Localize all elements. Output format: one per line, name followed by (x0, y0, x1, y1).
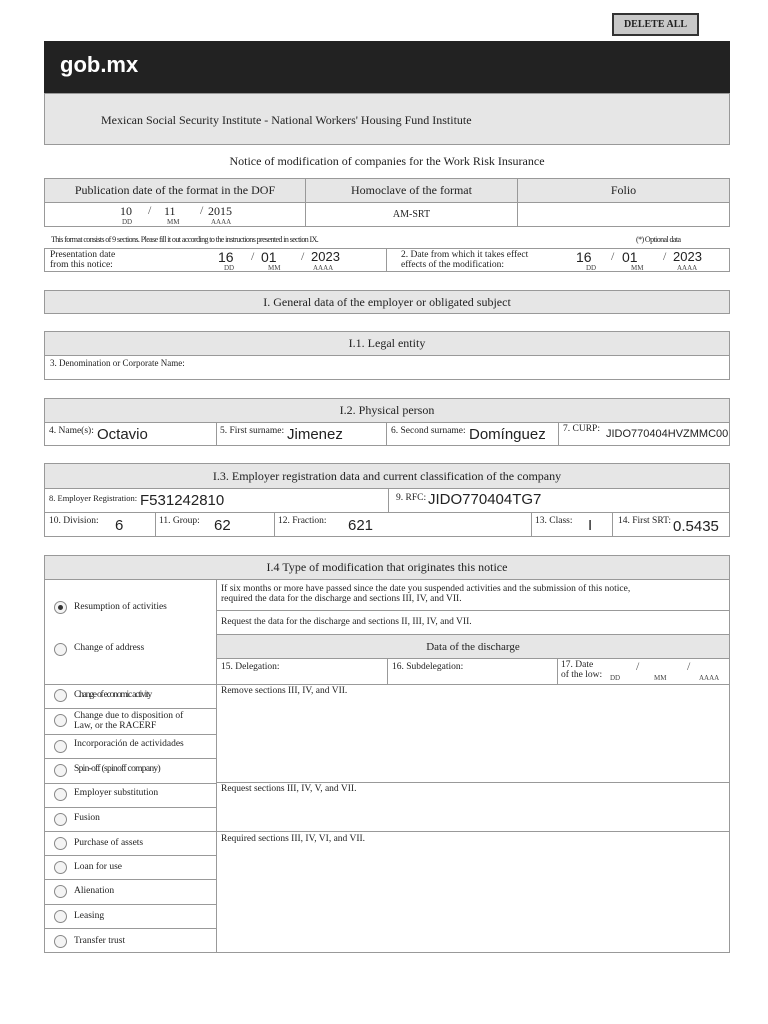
employer-registration-field[interactable] (45, 489, 388, 512)
effect-date-label: 2. Date from which it takes effect effects of the modification: (401, 250, 529, 270)
mm-caption: MM (167, 218, 180, 226)
fraction-field[interactable] (275, 513, 531, 536)
resumption-radio[interactable] (54, 601, 67, 614)
purchase-assets-radio[interactable] (54, 837, 67, 850)
rfc-value: JIDO770404TG7 (428, 491, 542, 508)
rfc-label: 9. RFC: (396, 493, 427, 503)
employer-substitution-label: Employer substitution (74, 788, 159, 798)
resumption-label: Resumption of activities (74, 602, 167, 612)
curp-value: JIDO770404HVZMMC00 (606, 428, 729, 440)
instructions-note: This format consists of 9 sections. Please fill it out according to the instructions presented in section IX. (51, 235, 319, 244)
name-field[interactable] (45, 423, 216, 445)
first-surname-label: 5. First surname: (220, 426, 285, 436)
spin-off-radio[interactable] (54, 764, 67, 777)
discharge-title: Data of the discharge (217, 635, 729, 658)
folio-input[interactable] (518, 203, 729, 226)
division-field[interactable] (45, 513, 155, 536)
date-low-label: 17. Date of the low: (561, 660, 603, 680)
second-surname-field[interactable] (387, 423, 558, 445)
format-table: Publication date of the format in the DOF Homoclave of the format Folio 10 DD / 11 MM / 2015 AAAA AM-SRT (44, 178, 730, 227)
group-value: 62 (214, 517, 231, 534)
delete-all-button[interactable]: DELETE ALL (612, 13, 699, 36)
physical-person-title: I.2. Physical person (45, 399, 729, 423)
gob-mx-logo[interactable]: gob.mx (60, 52, 139, 77)
section-general-data-title: I. General data of the employer or obligated subject (44, 290, 730, 314)
second-surname-label: 6. Second surname: (391, 426, 466, 436)
change-address-radio[interactable] (54, 643, 67, 656)
remove-sections-note: Remove sections III, IV, and VII. (221, 686, 348, 696)
optional-note: (*) Optional data (636, 235, 681, 244)
presentation-day[interactable]: 16 (218, 249, 234, 265)
effect-month[interactable]: 01 (622, 249, 638, 265)
first-srt-field[interactable] (613, 513, 729, 536)
second-surname-value: Domínguez (469, 426, 546, 443)
first-surname-value: Jimenez (287, 426, 343, 443)
effect-year[interactable]: 2023 (673, 249, 702, 264)
presentation-date-label: Presentation date from this notice: (50, 250, 116, 270)
first-srt-value: 0.5435 (673, 518, 719, 535)
transfer-trust-label: Transfer trust (74, 936, 126, 946)
incorporation-radio[interactable] (54, 740, 67, 753)
employer-registration-section (44, 463, 730, 537)
leasing-radio[interactable] (54, 910, 67, 923)
name-value: Octavio (97, 426, 148, 443)
modification-section (44, 555, 730, 953)
loan-for-use-label: Loan for use (74, 862, 123, 872)
loan-for-use-radio[interactable] (54, 861, 67, 874)
transfer-trust-radio[interactable] (54, 935, 67, 948)
employer-substitution-radio[interactable] (54, 788, 67, 801)
subdelegation-field[interactable] (388, 659, 557, 684)
resumption-note: If six months or more have passed since the date you suspended activities and the submission of this notice, required the data for the discharge and sections III, IV, and VII. (221, 584, 631, 604)
legal-entity-section (44, 331, 730, 380)
modification-title: I.4 Type of modification that originates this notice (45, 556, 729, 580)
folio-header: Folio (518, 179, 729, 203)
change-disposition-law-radio[interactable] (54, 714, 67, 727)
effect-day[interactable]: 16 (576, 249, 592, 265)
curp-field[interactable] (559, 423, 729, 445)
dates-row: Presentation date from this notice: 16 DD / 01 MM / 2023 AAAA 2. Date from which it takes effect effects of the modification: 16 DD / 01 MM / 2023 AAAA (44, 248, 730, 272)
delegation-label: 15. Delegation: (221, 662, 280, 672)
leasing-label: Leasing (74, 911, 105, 921)
denomination-label: 3. Denomination or Corporate Name: (50, 358, 185, 368)
fraction-value: 621 (348, 517, 374, 534)
class-value: I (588, 517, 593, 534)
delegation-field[interactable] (217, 659, 387, 684)
pub-month: 11 (164, 204, 176, 218)
name-label: 4. Name(s): (49, 426, 94, 436)
class-label: 13. Class: (535, 516, 573, 526)
physical-person-section (44, 398, 730, 446)
change-address-label: Change of address (74, 643, 145, 653)
pub-year: 2015 (208, 204, 232, 218)
dd-caption: DD (122, 218, 133, 226)
request-sections-note: Request sections III, IV, V, and VII. (221, 784, 357, 794)
incorporation-label: Incorporación de actividades (74, 739, 184, 749)
pub-date-header: Publication date of the format in the DOF (45, 179, 306, 203)
required-sections-note: Required sections III, IV, VI, and VII. (221, 834, 366, 844)
presentation-month[interactable]: 01 (261, 249, 277, 265)
presentation-year[interactable]: 2023 (311, 249, 340, 264)
group-field[interactable] (156, 513, 274, 536)
address-note: Request the data for the discharge and sections II, III, IV, and VII. (221, 617, 472, 627)
change-economic-activity-label: Change of economic activity (74, 690, 152, 700)
change-disposition-law-label: Change due to disposition of Law, or the RACERF (74, 711, 184, 731)
fraction-label: 12. Fraction: (278, 516, 327, 526)
alienation-label: Alienation (74, 886, 115, 896)
spin-off-label: Spin-off (spinoff company) (74, 764, 160, 774)
alienation-radio[interactable] (54, 885, 67, 898)
curp-label: 7. CURP: (563, 424, 600, 434)
institute-name: Mexican Social Security Institute - National Workers' Housing Fund Institute (101, 113, 472, 127)
division-value: 6 (115, 517, 124, 534)
subdelegation-label: 16. Subdelegation: (392, 662, 464, 672)
group-label: 11. Group: (159, 516, 200, 526)
first-surname-field[interactable] (217, 423, 386, 445)
employer-registration-label: 8. Employer Registration: (49, 493, 138, 503)
employer-registration-title: I.3. Employer registration data and current classification of the company (45, 464, 729, 489)
notice-title: Notice of modification of companies for the Work Risk Insurance (229, 153, 545, 168)
header-bar (44, 41, 730, 93)
fusion-radio[interactable] (54, 813, 67, 826)
purchase-assets-label: Purchase of assets (74, 838, 144, 848)
employer-registration-value: F531242810 (140, 492, 225, 509)
division-label: 10. Division: (49, 516, 99, 526)
pub-day: 10 (120, 204, 132, 218)
date-low-field[interactable]: 17. Date of the low: / / DD MM AAAA (561, 659, 720, 682)
first-srt-label: 14. First SRT: (618, 516, 672, 526)
denomination-field[interactable] (45, 356, 729, 379)
fusion-label: Fusion (74, 813, 100, 823)
aaaa-caption: AAAA (211, 218, 232, 226)
homoclave-header: Homoclave of the format (306, 179, 518, 203)
change-economic-activity-radio[interactable] (54, 689, 67, 702)
institute-band (44, 93, 730, 145)
homoclave-value: AM-SRT (392, 209, 431, 220)
legal-entity-title: I.1. Legal entity (45, 332, 729, 356)
class-field[interactable] (532, 513, 612, 536)
rfc-field[interactable] (389, 489, 729, 512)
